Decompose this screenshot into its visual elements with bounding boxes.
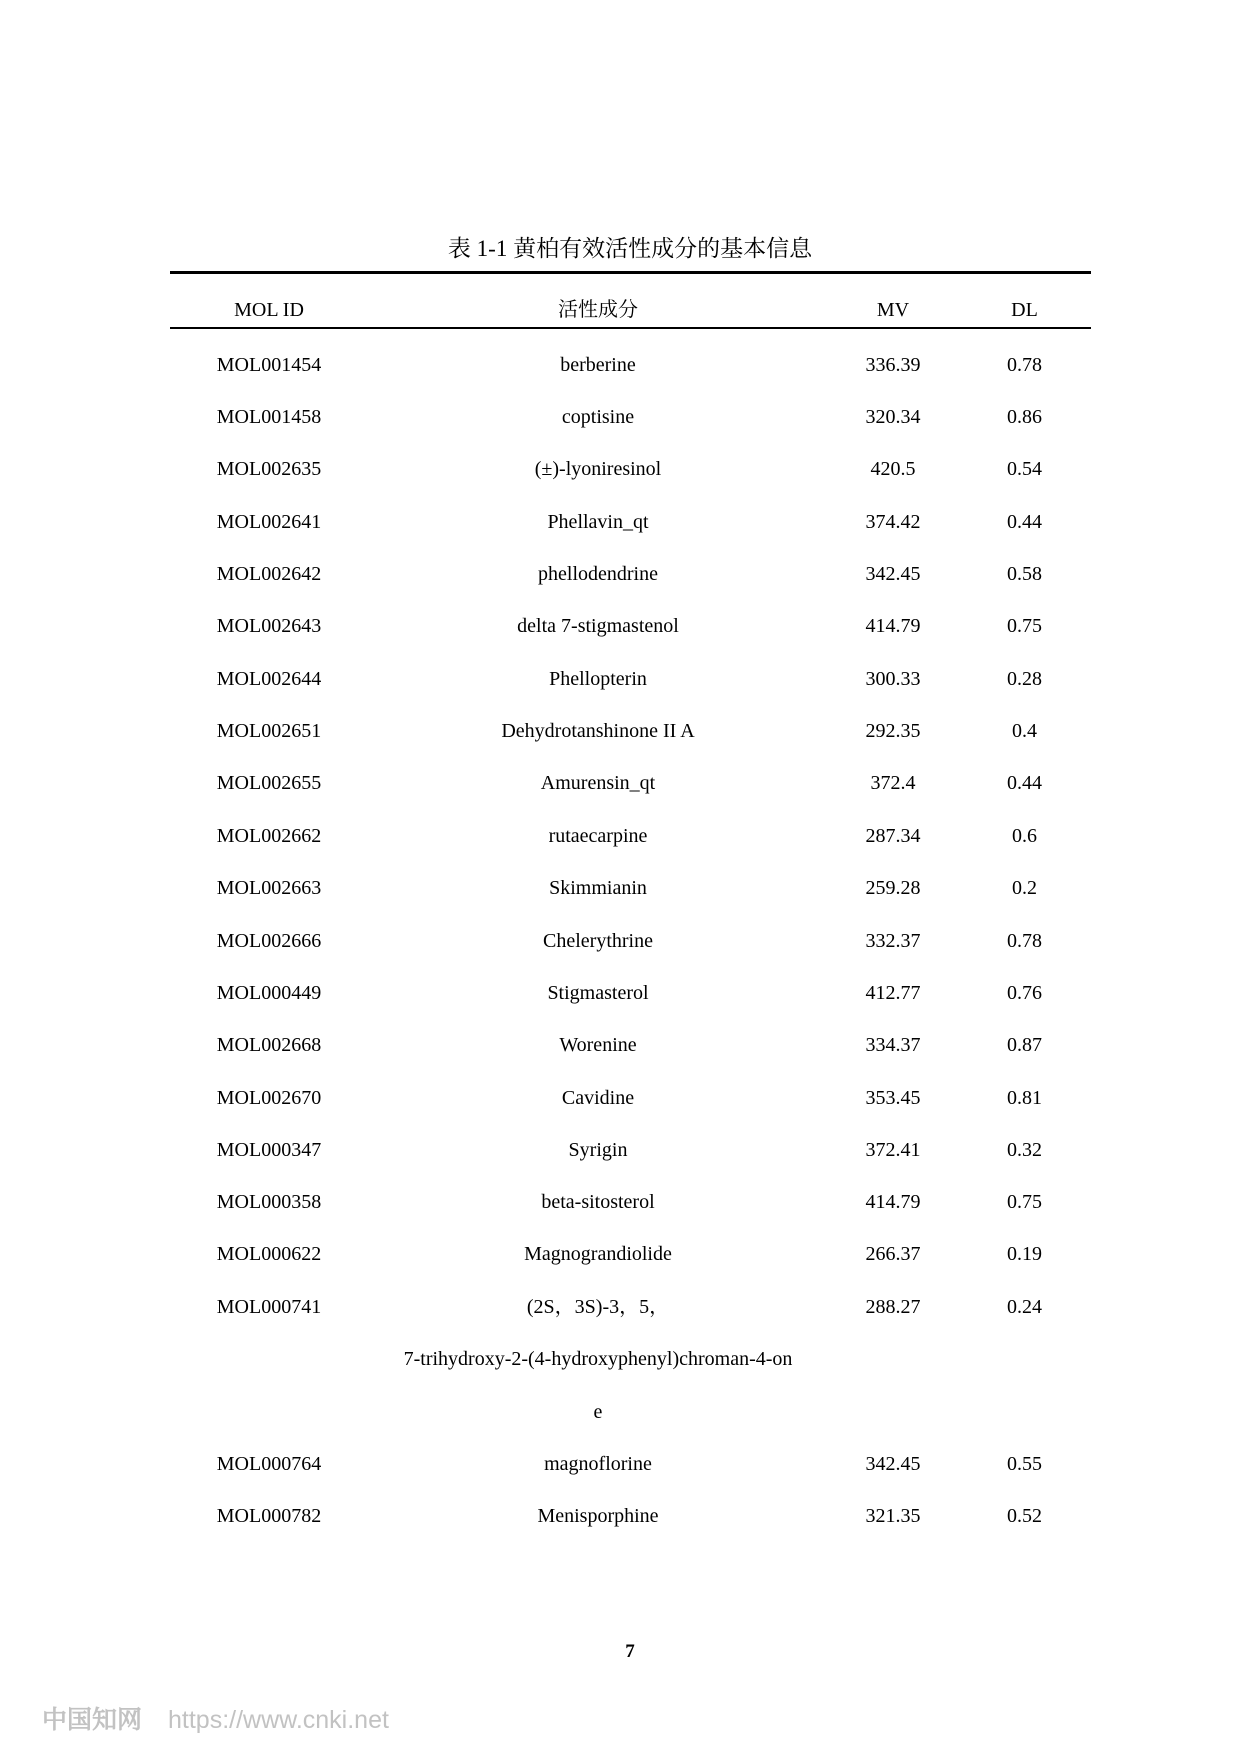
row-compound-name: Amurensin_qt bbox=[540, 772, 656, 794]
row-mol-id: MOL001458 bbox=[216, 406, 322, 428]
row-mv: 336.39 bbox=[865, 354, 921, 376]
table-top-rule bbox=[170, 271, 1091, 274]
watermark-brand: 中国知网 bbox=[42, 1706, 143, 1734]
row-compound-name: Skimmianin bbox=[549, 877, 647, 899]
row-mol-id: MOL000764 bbox=[216, 1453, 322, 1475]
row-dl: 0.78 bbox=[1007, 930, 1042, 952]
row-dl: 0.4 bbox=[1012, 720, 1037, 742]
row-dl: 0.19 bbox=[1007, 1243, 1042, 1265]
row-compound-name: Dehydrotanshinone II A bbox=[501, 720, 695, 742]
row-mv: 287.34 bbox=[865, 825, 921, 847]
row-mv: 372.41 bbox=[865, 1139, 921, 1161]
row-mv: 374.42 bbox=[865, 511, 921, 533]
row-dl: 0.75 bbox=[1007, 615, 1042, 637]
row-compound-name: Magnograndiolide bbox=[524, 1243, 672, 1265]
watermark-url: https://www.cnki.net bbox=[168, 1706, 389, 1734]
row-compound-name-line: 7-trihydroxy-2-(4-hydroxyphenyl)chroman-4-on bbox=[403, 1348, 793, 1370]
row-compound-name: Cavidine bbox=[561, 1087, 635, 1109]
row-mv: 334.37 bbox=[865, 1034, 921, 1056]
row-mv: 412.77 bbox=[865, 982, 921, 1004]
row-dl: 0.78 bbox=[1007, 354, 1042, 376]
row-compound-name: magnoflorine bbox=[544, 1453, 652, 1475]
row-mol-id: MOL002666 bbox=[216, 930, 322, 952]
row-compound-name: Menisporphine bbox=[537, 1505, 659, 1527]
row-mv: 288.27 bbox=[865, 1296, 921, 1318]
row-dl: 0.58 bbox=[1007, 563, 1042, 585]
row-mol-id: MOL000622 bbox=[216, 1243, 322, 1265]
row-mv: 300.33 bbox=[865, 668, 921, 690]
row-compound-name: rutaecarpine bbox=[548, 825, 648, 847]
row-compound-name-line: e bbox=[593, 1401, 603, 1423]
row-dl: 0.28 bbox=[1007, 668, 1042, 690]
row-dl: 0.32 bbox=[1007, 1139, 1042, 1161]
cnki-watermark bbox=[42, 1700, 389, 1736]
row-dl: 0.6 bbox=[1012, 825, 1037, 847]
row-mv: 266.37 bbox=[865, 1243, 921, 1265]
row-dl: 0.55 bbox=[1007, 1453, 1042, 1475]
row-dl: 0.2 bbox=[1012, 877, 1037, 899]
row-compound-name: Phellopterin bbox=[549, 668, 647, 690]
row-mv: 353.45 bbox=[865, 1087, 921, 1109]
row-dl: 0.76 bbox=[1007, 982, 1042, 1004]
row-compound-name: beta-sitosterol bbox=[541, 1191, 655, 1213]
header-mol-id: MOL ID bbox=[234, 299, 304, 321]
row-mv: 292.35 bbox=[865, 720, 921, 742]
row-mv: 342.45 bbox=[865, 563, 921, 585]
row-compound-name: coptisine bbox=[561, 406, 635, 428]
row-dl: 0.81 bbox=[1007, 1087, 1042, 1109]
row-mol-id: MOL000347 bbox=[216, 1139, 322, 1161]
row-compound-name: berberine bbox=[560, 354, 636, 376]
row-mol-id: MOL000741 bbox=[216, 1296, 322, 1318]
header-mv: MV bbox=[876, 299, 910, 321]
row-compound-name: Syrigin bbox=[568, 1139, 628, 1161]
row-mol-id: MOL002668 bbox=[216, 1034, 322, 1056]
row-compound-name: Worenine bbox=[559, 1034, 637, 1056]
row-dl: 0.87 bbox=[1007, 1034, 1042, 1056]
row-mol-id: MOL001454 bbox=[216, 354, 322, 376]
row-dl: 0.54 bbox=[1007, 458, 1042, 480]
row-mv: 414.79 bbox=[865, 1191, 921, 1213]
row-mol-id: MOL002643 bbox=[216, 615, 322, 637]
row-compound-name: Stigmasterol bbox=[547, 982, 649, 1004]
row-mol-id: MOL000782 bbox=[216, 1505, 322, 1527]
row-mol-id: MOL002641 bbox=[216, 511, 322, 533]
row-mol-id: MOL002655 bbox=[216, 772, 322, 794]
row-mol-id: MOL002662 bbox=[216, 825, 322, 847]
row-mol-id: MOL002663 bbox=[216, 877, 322, 899]
row-compound-name: (±)-lyoniresinol bbox=[534, 458, 662, 480]
row-mv: 342.45 bbox=[865, 1453, 921, 1475]
row-dl: 0.86 bbox=[1007, 406, 1042, 428]
row-dl: 0.75 bbox=[1007, 1191, 1042, 1213]
header-dl: DL bbox=[1011, 299, 1038, 321]
row-mol-id: MOL002635 bbox=[216, 458, 322, 480]
row-mv: 420.5 bbox=[870, 458, 916, 480]
row-mol-id: MOL002651 bbox=[216, 720, 322, 742]
row-dl: 0.24 bbox=[1007, 1296, 1042, 1318]
row-mv: 321.35 bbox=[865, 1505, 921, 1527]
row-mol-id: MOL002644 bbox=[216, 668, 322, 690]
row-mv: 414.79 bbox=[865, 615, 921, 637]
row-mol-id: MOL002642 bbox=[216, 563, 322, 585]
row-compound-name: delta 7-stigmastenol bbox=[517, 615, 679, 637]
page-number: 7 bbox=[625, 1641, 635, 1662]
row-dl: 0.44 bbox=[1007, 511, 1042, 533]
row-compound-name: Chelerythrine bbox=[543, 930, 653, 952]
row-compound-name: phellodendrine bbox=[538, 563, 658, 585]
header-active-component: 活性成分 bbox=[558, 299, 638, 321]
row-mv: 372.4 bbox=[870, 772, 916, 794]
row-mv: 332.37 bbox=[865, 930, 921, 952]
row-mol-id: MOL002670 bbox=[216, 1087, 322, 1109]
table-caption: 表 1-1 黄柏有效活性成分的基本信息 bbox=[447, 236, 813, 261]
row-mv: 320.34 bbox=[865, 406, 921, 428]
row-mv: 259.28 bbox=[865, 877, 921, 899]
row-dl: 0.52 bbox=[1007, 1505, 1042, 1527]
table-header-rule bbox=[170, 327, 1091, 329]
row-compound-name: Phellavin_qt bbox=[547, 511, 649, 533]
row-compound-name-line: (2S，3S)-3，5， bbox=[526, 1296, 670, 1318]
row-mol-id: MOL000358 bbox=[216, 1191, 322, 1213]
row-dl: 0.44 bbox=[1007, 772, 1042, 794]
row-mol-id: MOL000449 bbox=[216, 982, 322, 1004]
